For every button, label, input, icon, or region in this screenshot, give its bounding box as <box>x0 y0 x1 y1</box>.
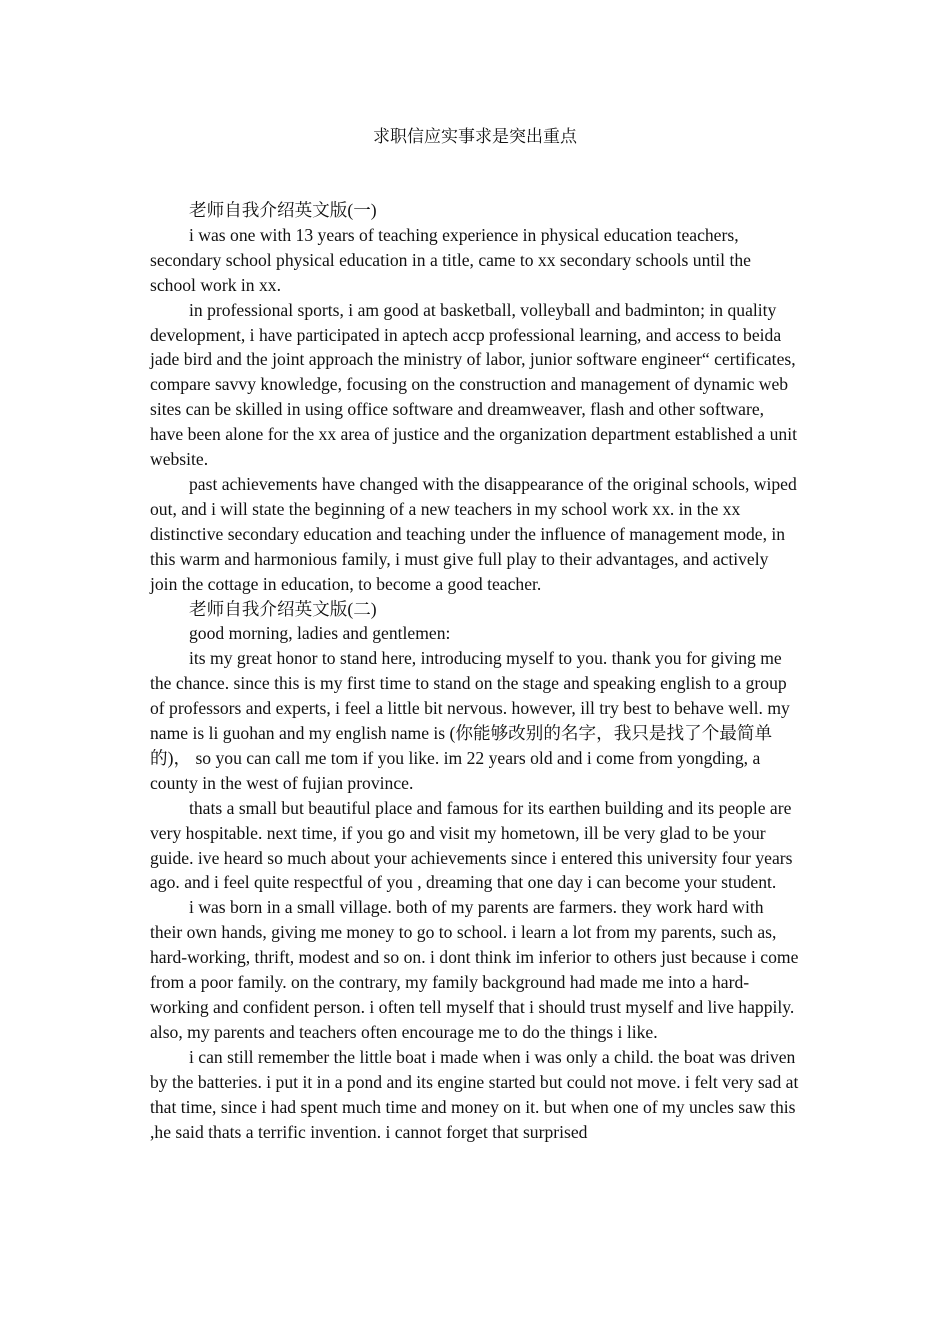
paragraph-family: i was born in a small village. both of my parents are farmers. they work hard with their own hands, giving me money to go to school. i learn a lot from my parents, such as, hard-working, thrift, modest and so on. i dont think im inferior to others just because i come from a poor family. on the contrary, my family background had made me into a hard-working and confident person. i often tell myself that i should trust myself and live happily. also, my parents and teachers often encourage me to do the things i like. <box>150 897 799 1042</box>
paragraph-teaching-experience: i was one with 13 years of teaching experience in physical education teachers, secondary school physical education in a title, came to xx secondary schools until the school work in xx. <box>150 224 751 295</box>
section-heading-2: 老师自我介绍英文版(二) <box>189 598 377 619</box>
paragraph-professional-sports: in professional sports, i am good at basketball, volleyball and badminton; in quality development, i have participated in aptech accp professional learning, and access to beida jade bird and the joint approach the ministry of labor, junior software engineer“ certificates, compare savvy knowledge, focusing on the construction and management of dynamic web sites can be skilled in using office software and dreamweaver, flash and other software, have been alone for the xx area of justice and the organization department established a unit website. <box>150 299 797 470</box>
paragraph-greeting: good morning, ladies and gentlemen: <box>189 623 451 644</box>
paragraph-past-achievements: past achievements have changed with the disappearance of the original schools, wiped out, and i will state the beginning of a new teachers in my school work xx. in the xx distinctive secondary education and teaching under the influence of management mode, in this warm and harmonious family, i must give full play to their advantages, and actively join the cottage in education, to become a good teacher. <box>150 473 797 594</box>
paragraph-hometown: thats a small but beautiful place and famous for its earthen building and its people are very hospitable. next time, if you go and visit my hometown, ill be very glad to be your guide. ive heard so much about your achievements since i entered this university four years ago. and i feel quite respectful of you , dreaming that one day i can become your student. <box>150 797 793 893</box>
document-body <box>150 198 800 1144</box>
section-heading-1: 老师自我介绍英文版(一) <box>189 200 377 220</box>
paragraph-introduction: its my great honor to stand here, introducing myself to you. thank you for giving me the chance. since this is my first time to stand on the stage and speaking english to a group of professors and experts, i feel a little bit nervous. however, ill try best to behave well. my name is li guohan and my english name is (你能够改别的名字，我只是找了个最简单的)， so you can call me tom if you like. im 22 years old and i come from yongding, a county in the west of fujian province. <box>150 648 790 793</box>
document-title: 求职信应实事求是突出重点 <box>373 127 577 147</box>
paragraph-little-boat: i can still remember the little boat i made when i was only a child. the boat was driven by the batteries. i put it in a pond and its engine started but could not move. i felt very sad at that time, since i had spent much time and money on it. but when one of my uncles saw this ,he said thats a terrific invention. i cannot forget that surprised <box>150 1046 799 1142</box>
